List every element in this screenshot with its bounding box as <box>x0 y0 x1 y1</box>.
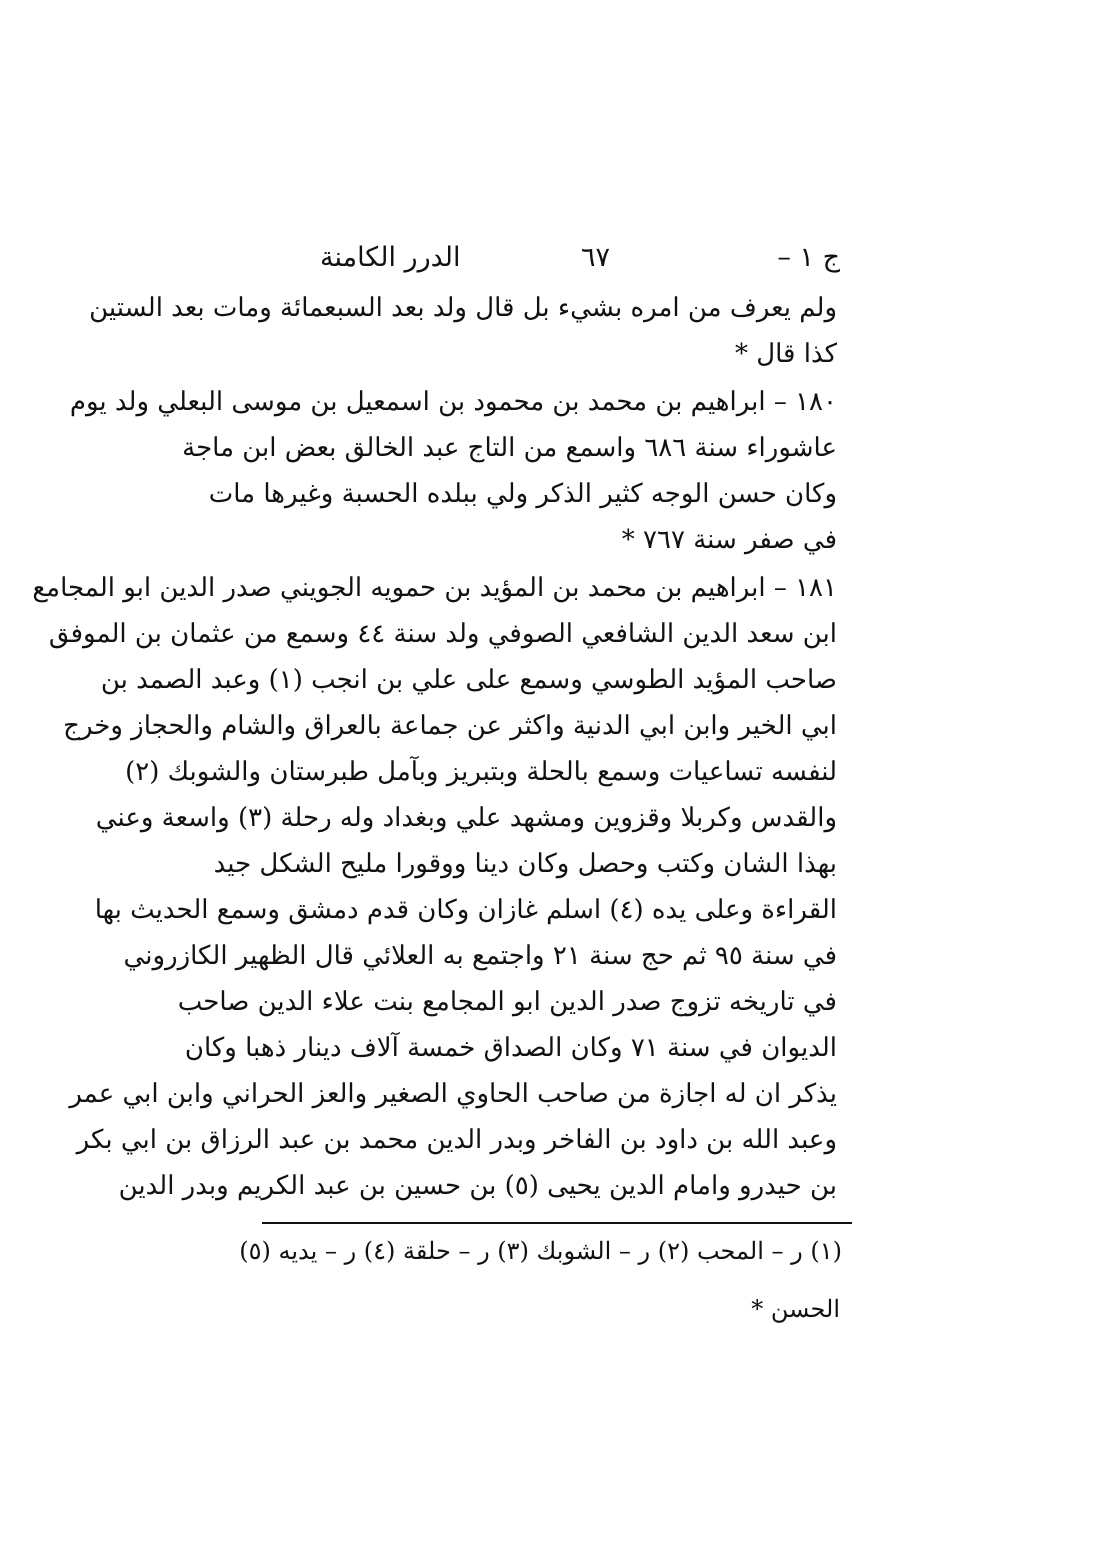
text-line: في صفر سنة ٧٦٧ * <box>621 525 837 555</box>
text-line: والقدس وكربلا وقزوين ومشهد علي وبغداد وله رحلة (٣) واسعة وعني <box>95 803 837 833</box>
text-line: الديوان في سنة ٧١ وكان الصداق خمسة آلاف دينار ذهبا وكان <box>184 1033 837 1063</box>
text-line: بن حيدرو وامام الدين يحيى (٥) بن حسين بن عبد الكريم وبدر الدين <box>118 1171 837 1201</box>
footnotes <box>239 1228 842 1332</box>
text-line: ابي الخير وابن ابي الدنية واكثر عن جماعة بالعراق والشام والحجاز وخرج <box>63 711 837 741</box>
text-line: وكان حسن الوجه كثير الذكر ولي ببلده الحسبة وغيرها مات <box>208 479 837 509</box>
book-title: الدرر الكامنة <box>320 242 461 273</box>
text-line: وعبد الله بن داود بن الفاخر وبدر الدين محمد بن عبد الرزاق بن ابي بكر <box>76 1125 837 1155</box>
text-line: في تاريخه تزوج صدر الدين ابو المجامع بنت علاء الدين صاحب <box>177 987 837 1017</box>
text-line: لنفسه تساعيات وسمع بالحلة وبتبريز وبآمل طبرستان والشوبك (٢) <box>125 757 837 787</box>
page-number: ٦٧ <box>580 242 610 273</box>
footnote-divider <box>262 1222 852 1224</box>
text-line: ابن سعد الدين الشافعي الصوفي ولد سنة ٤٤ وسمع من عثمان بن الموفق <box>48 619 837 649</box>
text-line: ولم يعرف من امره بشيء بل قال ولد بعد السبعمائة ومات بعد الستين <box>89 293 837 323</box>
page-header <box>300 238 840 288</box>
text-line: يذكر ان له اجازة من صاحب الحاوي الصغير والعز الحراني وابن ابي عمر <box>69 1079 837 1109</box>
text-line: القراءة وعلى يده (٤) اسلم غازان وكان قدم دمشق وسمع الحديث بها <box>94 895 837 925</box>
footnote-continuation: الحسن * <box>751 1295 840 1323</box>
volume-label: ج ١ – <box>777 242 840 273</box>
entry-line: ١٨١ – ابراهيم بن محمد بن المؤيد بن حمويه الجويني صدر الدين ابو المجامع <box>32 573 837 603</box>
text-line: صاحب المؤيد الطوسي وسمع على علي بن انجب (١) وعبد الصمد بن <box>100 665 837 695</box>
text-line: في سنة ٩٥ ثم حج سنة ٢١ واجتمع به العلائي قال الظهير الكازروني <box>123 941 837 971</box>
text-line: كذا قال * <box>734 339 837 369</box>
footnote-line: (١) ر – المحب (٢) ر – الشوبك (٣) ر – حلقة (٤) ر – يديه (٥) <box>239 1237 842 1265</box>
body-text <box>32 285 837 1209</box>
entry-line: ١٨٠ – ابراهيم بن محمد بن محمود بن اسمعيل بن موسى البعلي ولد يوم <box>69 387 837 417</box>
text-line: بهذا الشان وكتب وحصل وكان دينا ووقورا مليح الشكل جيد <box>213 849 837 879</box>
text-line: عاشوراء سنة ٦٨٦ واسمع من التاج عبد الخالق بعض ابن ماجة <box>182 433 837 463</box>
